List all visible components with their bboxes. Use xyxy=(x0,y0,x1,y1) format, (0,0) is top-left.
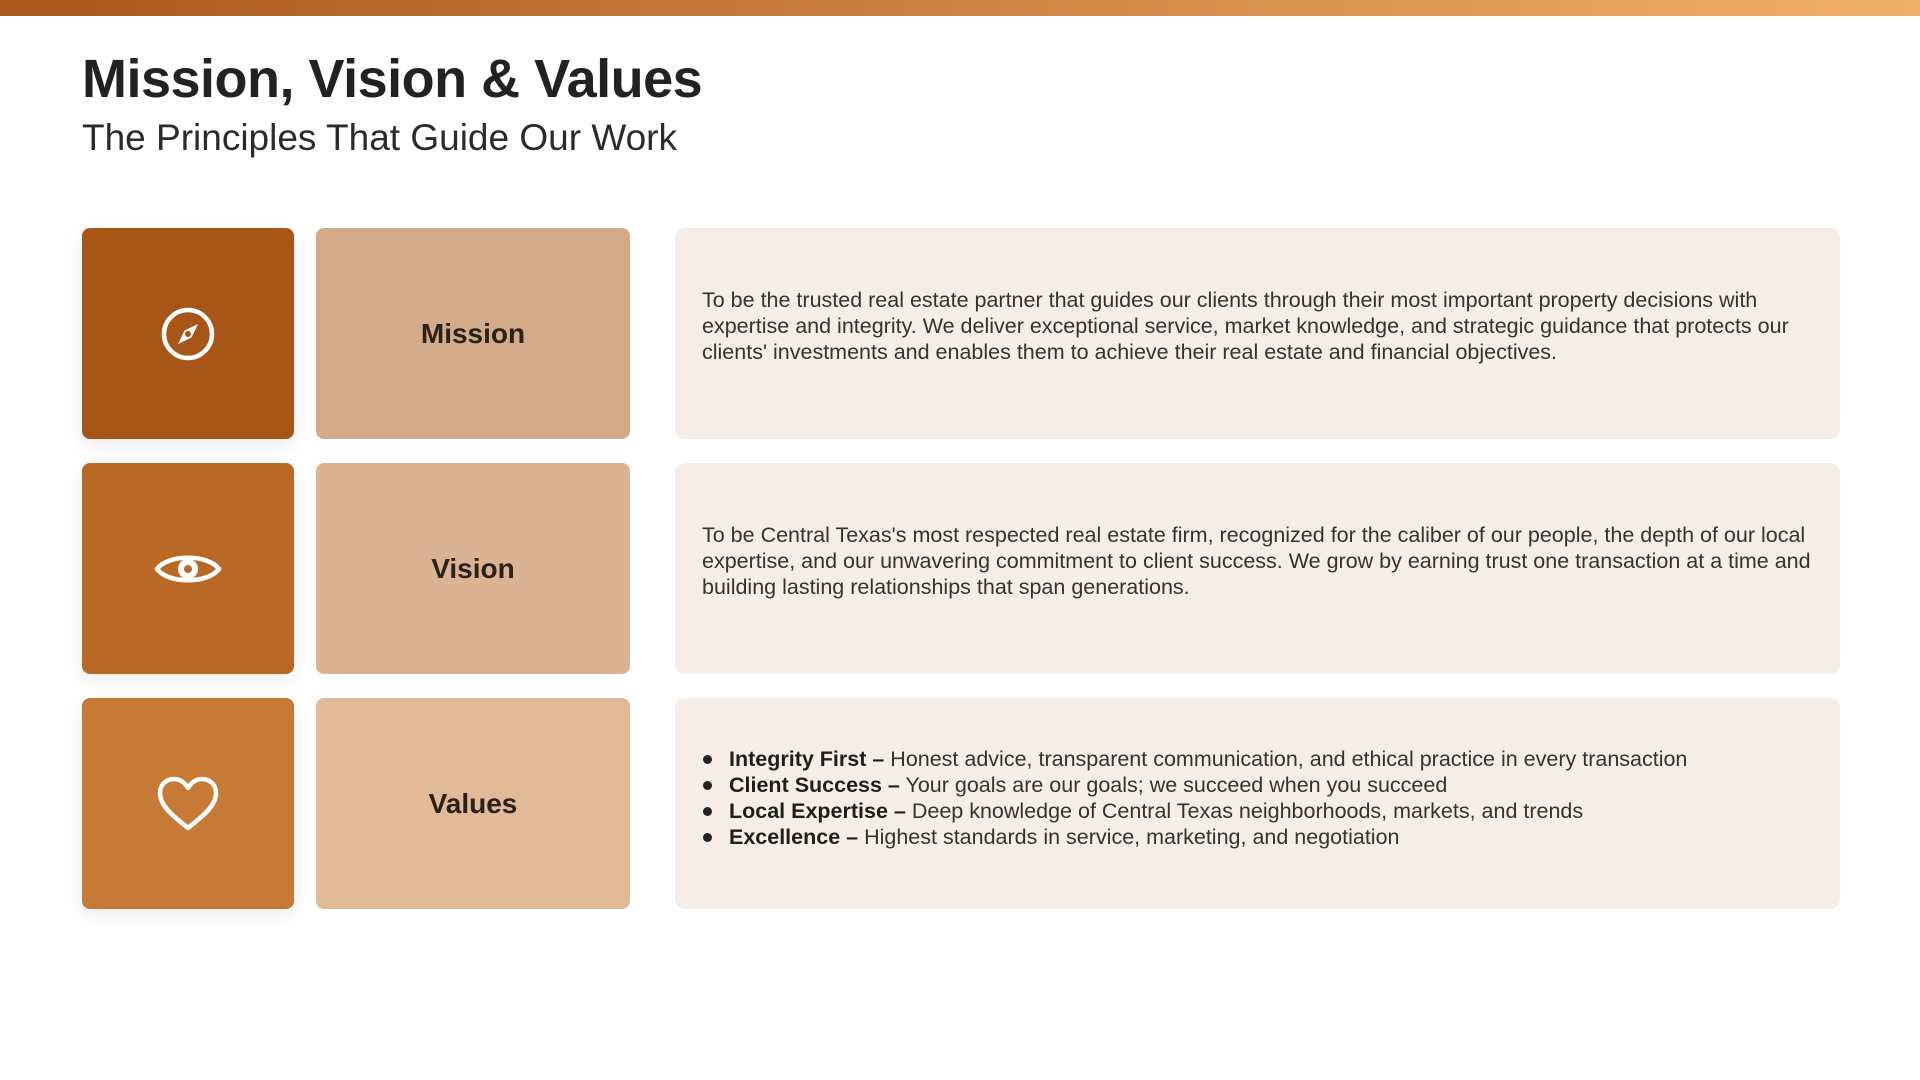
value-term: Local Expertise – xyxy=(729,798,906,823)
vision-row xyxy=(82,463,1840,674)
value-description: Your goals are our goals; we succeed when you succeed xyxy=(899,772,1448,797)
values-row xyxy=(82,698,1840,909)
mission-label: Mission xyxy=(420,317,526,349)
mission-label-tile xyxy=(316,228,630,439)
mission-statement: To be the trusted real estate partner that guides our clients through their most important property decisions with expertise and integrity. We deliver exceptional service, market knowledge, and strategic guidance that protects our clients' investments and enables them to achieve their real estate and financial objectives. xyxy=(702,287,1789,364)
values-label: Values xyxy=(428,787,518,819)
value-term: Client Success – xyxy=(729,772,900,797)
list-item xyxy=(702,772,1687,798)
vision-content-card xyxy=(675,463,1840,674)
vision-label: Vision xyxy=(431,552,515,584)
compass-icon xyxy=(160,306,216,362)
page-subtitle: The Principles That Guide Our Work xyxy=(82,117,677,158)
vision-label-tile xyxy=(316,463,630,674)
list-item xyxy=(702,746,1687,772)
list-item xyxy=(702,798,1687,824)
value-description: Highest standards in service, marketing, and negotiation xyxy=(858,824,1400,849)
bullet-icon xyxy=(703,781,712,790)
list-item xyxy=(702,824,1687,850)
values-icon-tile xyxy=(82,698,294,909)
eye-icon xyxy=(154,549,222,589)
vision-statement: To be Central Texas's most respected real estate firm, recognized for the caliber of our people, the depth of our local expertise, and our unwavering commitment to client success. We grow by earning trust one transaction at a time and building lasting relationships that span generations. xyxy=(702,522,1811,599)
values-list xyxy=(702,746,1687,850)
bullet-icon xyxy=(703,833,712,842)
value-term: Excellence – xyxy=(729,824,859,849)
values-label-tile xyxy=(316,698,630,909)
value-description: Honest advice, transparent communication, and ethical practice in every transaction xyxy=(884,746,1688,771)
top-accent-bar xyxy=(0,0,1920,16)
mission-content-card xyxy=(675,228,1840,439)
bullet-icon xyxy=(703,755,712,764)
mission-icon-tile xyxy=(82,228,294,439)
bullet-icon xyxy=(703,807,712,816)
values-content-card xyxy=(675,698,1840,909)
heart-icon xyxy=(156,775,220,833)
vision-icon-tile xyxy=(82,463,294,674)
mission-row xyxy=(82,228,1840,439)
value-term: Integrity First – xyxy=(729,746,885,771)
page-title: Mission, Vision & Values xyxy=(82,49,703,109)
value-description: Deep knowledge of Central Texas neighborhoods, markets, and trends xyxy=(905,798,1584,823)
